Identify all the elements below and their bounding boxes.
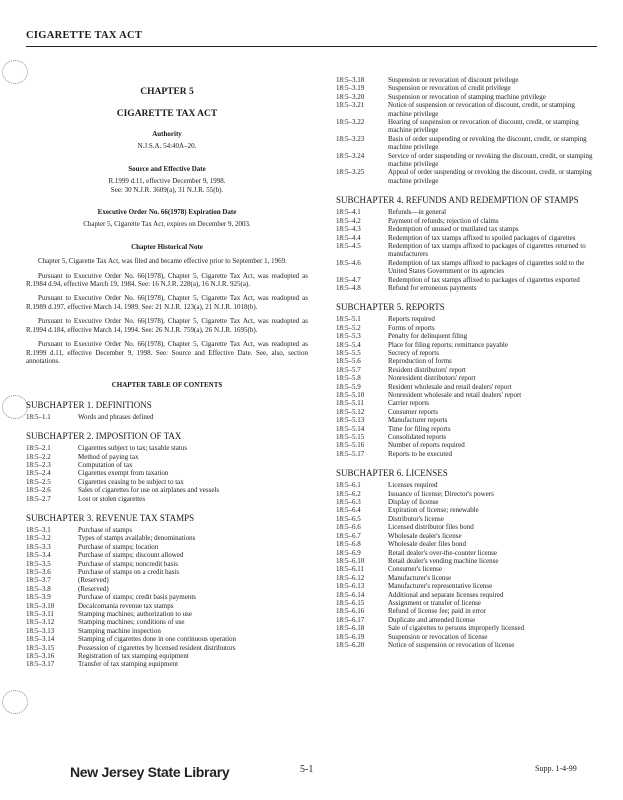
section-title: Refund of license fee; paid in error xyxy=(388,607,486,616)
section-title: Purchase of stamps; location xyxy=(78,542,159,551)
toc-entry xyxy=(26,593,308,601)
section-number: 18:5–3.12 xyxy=(26,618,55,627)
eo-heading: Executive Order No. 66(1978) Expiration Date xyxy=(97,208,237,217)
section-number: 18:5–5.5 xyxy=(336,348,361,357)
toc-entry xyxy=(336,225,598,233)
toc-entry xyxy=(336,101,598,118)
section-number: 18:5–3.8 xyxy=(26,584,51,593)
section-title: (Reserved) xyxy=(78,576,109,585)
section-title: Consolidated reports xyxy=(388,433,447,442)
section-title: (Reserved) xyxy=(78,584,109,593)
toc-entry xyxy=(336,408,598,416)
eo-text: Chapter 5, Cigarette Tax Act, expires on December 9, 2003. xyxy=(83,220,251,229)
section-number: 18:5–6.9 xyxy=(336,548,361,557)
section-number: 18:5–5.7 xyxy=(336,365,361,374)
toc-entry xyxy=(336,582,598,590)
section-title: Stamping machines; conditions of use xyxy=(78,618,185,627)
toc-entry xyxy=(336,168,598,185)
source-line: R.1999 d.11, effective December 9, 1998. xyxy=(108,177,226,186)
section-title: Notice of suspension or revocation of license xyxy=(388,640,515,649)
section-number: 18:5–4.1 xyxy=(336,208,361,217)
section-title: Notice of suspension or revocation of discount, credit, or stamping machine privilege xyxy=(388,101,575,118)
right-column xyxy=(336,76,598,649)
section-title: Suspension or revocation of credit privilege xyxy=(388,84,511,93)
section-title: Reports to be executed xyxy=(388,449,452,458)
section-title: Forms of reports xyxy=(388,323,435,332)
section-title: Cigarettes subject to tax; taxable status xyxy=(78,444,188,453)
toc-entry xyxy=(336,208,598,216)
toc-entry xyxy=(336,234,598,242)
toc-entry xyxy=(26,660,308,668)
section-title: Lost or stolen cigarettes xyxy=(78,494,146,503)
section-title: Manufacturer's license xyxy=(388,573,452,582)
section-title: Manufacturer's representative license xyxy=(388,582,493,591)
section-title: Secrecy of reports xyxy=(388,348,439,357)
history-paragraph: Pursuant to Executive Order No. 66(1978), Chapter 5, Cigarette Tax Act, was readopted as R.1989 d.197, effective March 14, 1989. See: 21 N.J.R. 123(a), 21 N.J.R. 1018(b). xyxy=(26,294,308,311)
toc-entry xyxy=(336,284,598,292)
toc-entry xyxy=(336,425,598,433)
section-number: 18:5–3.18 xyxy=(336,76,365,84)
section-title: Registration of tax stamping equipment xyxy=(78,652,189,661)
chapter-title: CIGARETTE TAX ACT xyxy=(116,109,218,119)
section-number: 18:5–5.8 xyxy=(336,374,361,383)
section-number: 18:5–5.4 xyxy=(336,340,361,349)
toc-entry xyxy=(336,383,598,391)
section-number: 18:5–6.11 xyxy=(336,565,364,574)
section-title: Display of license xyxy=(388,498,439,507)
section-title: Reports required xyxy=(388,315,435,324)
section-number: 18:5–4.4 xyxy=(336,233,361,242)
section-number: 18:5–6.6 xyxy=(336,523,361,532)
section-number: 18:5–2.2 xyxy=(26,452,51,461)
section-title: Stamping machines; authorization to use xyxy=(78,610,192,619)
section-title: Decalcomania revenue tax stamps xyxy=(78,601,174,610)
section-number: 18:5–2.4 xyxy=(26,469,51,478)
section-number: 18:5–6.5 xyxy=(336,514,361,523)
toc-entry xyxy=(336,315,598,323)
section-number: 18:5–6.19 xyxy=(336,632,365,641)
section-number: 18:5–6.8 xyxy=(336,540,361,549)
section-title: Suspension or revocation of stamping machine privilege xyxy=(388,92,546,101)
section-number: 18:5–5.9 xyxy=(336,382,361,391)
section-number: 18:5–1.1 xyxy=(26,412,51,421)
history-heading: Chapter Historical Note xyxy=(131,242,203,251)
toc-entry xyxy=(336,152,598,169)
section-title: Resident distributors' report xyxy=(388,365,466,374)
section-number: 18:5–5.12 xyxy=(336,407,365,416)
section-title: Purchase of stamps xyxy=(78,525,133,534)
section-title: Licensed distributor files bond xyxy=(388,523,474,532)
toc-entry xyxy=(336,624,598,632)
toc-entry xyxy=(26,444,308,452)
section-title: Stamping of cigarettes done in one continuous operation xyxy=(78,635,237,644)
toc-entry xyxy=(336,565,598,573)
section-title: Payment of refunds; rejection of claims xyxy=(388,216,499,225)
section-number: 18:5–6.16 xyxy=(336,607,365,616)
history-paragraphs xyxy=(26,257,308,365)
section-number: 18:5–6.17 xyxy=(336,615,365,624)
toc-entry xyxy=(336,324,598,332)
supplement-date: Supp. 1-4-99 xyxy=(535,764,577,773)
section-number: 18:5–4.2 xyxy=(336,216,361,225)
section-title: Resident wholesale and retail dealers' report xyxy=(388,382,512,391)
section-number: 18:5–6.2 xyxy=(336,489,361,498)
section-title: Penalty for delinquent filing xyxy=(388,332,468,341)
toc-heading: CHAPTER TABLE OF CONTENTS xyxy=(111,381,223,390)
toc-entry xyxy=(26,644,308,652)
section-title: Suspension or revocation of discount privilege xyxy=(388,76,519,84)
section-title: Redemption of tax stamps affixed to spoiled packages of cigarettes xyxy=(388,233,576,242)
toc-entry xyxy=(26,560,308,568)
section-title: Refunds—in general xyxy=(388,208,447,217)
section-number: 18:5–3.6 xyxy=(26,568,51,576)
section-number: 18:5–5.2 xyxy=(336,323,361,332)
section-title: Expiration of license; renewable xyxy=(388,506,479,515)
toc-entry xyxy=(336,523,598,531)
toc-entry xyxy=(26,486,308,494)
source-heading: Source and Effective Date xyxy=(128,164,206,173)
toc-entry xyxy=(336,441,598,449)
section-title: Assignment or transfer of license xyxy=(388,598,481,607)
section-number: 18:5–2.3 xyxy=(26,460,51,469)
section-title: Distributor's license xyxy=(388,514,444,523)
section-number: 18:5–6.10 xyxy=(336,556,365,565)
section-title: Wholesale dealer files bond xyxy=(388,540,466,549)
toc-entry xyxy=(336,341,598,349)
toc-entry xyxy=(336,433,598,441)
right-subchapters xyxy=(336,195,598,649)
section-title: Retail dealer's vending machine license xyxy=(388,556,499,565)
section-number: 18:5–5.3 xyxy=(336,332,361,341)
section-number: 18:5–3.11 xyxy=(26,610,54,619)
binder-hole-ring xyxy=(2,395,28,419)
toc-entry xyxy=(26,618,308,626)
section-title: Service of order suspending or revoking the discount, credit, or stamping machine privilege xyxy=(388,151,593,169)
section-title: Basis of order suspending or revoking the discount, credit, or stamping machine privilege xyxy=(388,134,587,152)
section-number: 18:5–3.4 xyxy=(26,551,51,560)
toc-entry xyxy=(336,391,598,399)
section-title: Suspension or revocation of license xyxy=(388,632,488,641)
section-number: 18:5–3.7 xyxy=(26,576,51,585)
section-number: 18:5–5.17 xyxy=(336,449,365,458)
toc-entry xyxy=(26,495,308,503)
section-title: Redemption of tax stamps affixed to packages of cigarettes sold to the United States Government or its agencies xyxy=(388,258,585,276)
section-title: Additional and separate licenses required xyxy=(388,590,504,599)
toc-entry xyxy=(336,242,598,259)
toc-entry xyxy=(336,399,598,407)
toc-entry xyxy=(336,349,598,357)
section-number: 18:5–3.5 xyxy=(26,559,51,568)
section-number: 18:5–3.20 xyxy=(336,92,365,101)
section-number: 18:5–2.1 xyxy=(26,444,51,453)
toc-entry xyxy=(336,591,598,599)
section-number: 18:5–3.17 xyxy=(26,660,55,669)
section-number: 18:5–3.24 xyxy=(336,151,365,160)
section-title: Licenses required xyxy=(388,481,438,490)
section-number: 18:5–2.7 xyxy=(26,494,51,503)
toc-entry xyxy=(26,526,308,534)
section-title: Number of reports required xyxy=(388,441,465,450)
section-title: Wholesale dealer's license xyxy=(388,531,462,540)
section-title: Reproduction of forms xyxy=(388,357,452,366)
section-number: 18:5–3.9 xyxy=(26,593,51,602)
section-number: 18:5–3.21 xyxy=(336,101,365,110)
authority-heading: Authority xyxy=(152,130,182,138)
section-title: Hearing of suspension or revocation of discount, credit, or stamping machine privilege xyxy=(388,118,579,135)
toc-entry xyxy=(336,481,598,489)
toc-entry xyxy=(336,633,598,641)
binder-hole-ring xyxy=(2,60,28,84)
section-number: 18:5–6.7 xyxy=(336,531,361,540)
toc-entry xyxy=(336,498,598,506)
toc-entry xyxy=(336,135,598,152)
section-number: 18:5–3.1 xyxy=(26,525,51,534)
binder-hole-ring xyxy=(2,690,28,714)
toc-entry xyxy=(26,585,308,593)
running-header xyxy=(26,30,597,47)
toc-entry xyxy=(336,490,598,498)
subchapter-heading: SUBCHAPTER 6. LICENSES xyxy=(336,468,448,479)
section-title: Refund for erroneous payments xyxy=(388,283,477,292)
section-number: 18:5–5.6 xyxy=(336,357,361,366)
toc-entry xyxy=(336,574,598,582)
section-title: Duplicate and amended license xyxy=(388,615,476,624)
section-number: 18:5–5.13 xyxy=(336,416,365,425)
section-title: Manufacturer reports xyxy=(388,416,448,425)
toc-entry xyxy=(336,366,598,374)
section-number: 18:5–6.15 xyxy=(336,598,365,607)
authority-text: N.J.S.A. 54:40A–20. xyxy=(137,142,197,151)
section-title: Redemption of tax stamps affixed to packages of cigarettes returned to manufacturers xyxy=(388,241,586,259)
toc-entry xyxy=(26,635,308,643)
subchapter-heading: SUBCHAPTER 1. DEFINITIONS xyxy=(26,399,152,410)
section-number: 18:5–4.3 xyxy=(336,225,361,234)
left-column xyxy=(26,76,308,669)
toc-entry xyxy=(26,610,308,618)
section-number: 18:5–2.5 xyxy=(26,477,51,486)
section-number: 18:5–4.7 xyxy=(336,275,361,284)
toc-entry xyxy=(26,534,308,542)
section-title: Words and phrases defined xyxy=(78,412,154,421)
section-number: 18:5–4.5 xyxy=(336,241,361,250)
section-title: Purchase of stamps; discount allowed xyxy=(78,551,184,560)
section-title: Nonresident distributors' report xyxy=(388,374,476,383)
toc-entry xyxy=(26,652,308,660)
section-number: 18:5–6.1 xyxy=(336,481,361,490)
section-title: Possession of cigarettes by licensed resident distributors xyxy=(78,643,236,652)
history-paragraph: Chapter 5, Cigarette Tax Act, was filed and became effective prior to September 1, 1969. xyxy=(38,257,287,266)
section-number: 18:5–3.23 xyxy=(336,134,365,143)
toc-entry xyxy=(336,276,598,284)
toc-entry xyxy=(336,332,598,340)
toc-entry xyxy=(336,450,598,458)
toc-entry xyxy=(336,549,598,557)
section-number: 18:5–6.14 xyxy=(336,590,365,599)
section-number: 18:5–3.10 xyxy=(26,601,55,610)
toc-entry xyxy=(26,543,308,551)
section-title: Stamping machine inspection xyxy=(78,626,161,635)
toc-entry xyxy=(336,76,598,84)
toc-entry xyxy=(336,599,598,607)
section-number: 18:5–2.6 xyxy=(26,486,51,495)
history-paragraph: Pursuant to Executive Order No. 66(1978), Chapter 5, Cigarette Tax Act, was readopted as R.1984 d.94, effective March 19, 1984. See: 16 N.J.R. 228(a), 16 N.J.R. 925(a). xyxy=(26,271,308,289)
section-number: 18:5–6.18 xyxy=(336,624,365,633)
toc-entry xyxy=(336,532,598,540)
toc-entry xyxy=(336,357,598,365)
section-title: Carrier reports xyxy=(388,399,430,408)
source-line: See: 30 N.J.R. 3609(a), 31 N.J.R. 55(b). xyxy=(110,185,224,194)
section-title: Redemption of tax stamps affixed to packages of cigarettes exported xyxy=(388,275,580,284)
section-number: 18:5–3.22 xyxy=(336,118,365,127)
toc-entry xyxy=(336,641,598,649)
section-number: 18:5–3.15 xyxy=(26,643,55,652)
section-title: Nonresident wholesale and retail dealers' report xyxy=(388,391,522,399)
section-title: Purchase of stamps; credit basis payments xyxy=(78,593,197,602)
history-paragraph: Pursuant to Executive Order No. 66(1978), Chapter 5, Cigarette Tax Act, was readopted as R.1999 d.11, effective December 9, 1998. See: Source and Effective Date. See, also, section annotations. xyxy=(26,340,308,365)
section-title: Computation of tax xyxy=(78,460,133,469)
section-number: 18:5–4.8 xyxy=(336,283,361,292)
section-number: 18:5–3.3 xyxy=(26,542,51,551)
section-title: Cigarettes exempt from taxation xyxy=(78,469,169,478)
source-lines xyxy=(26,177,308,194)
toc-entry xyxy=(26,469,308,477)
subchapter-heading: SUBCHAPTER 4. REFUNDS AND REDEMPTION OF STAMPS xyxy=(336,195,579,206)
section-number: 18:5–3.14 xyxy=(26,635,55,644)
toc-entry xyxy=(26,551,308,559)
toc-entry xyxy=(336,374,598,382)
section-number: 18:5–6.3 xyxy=(336,498,361,507)
section-number: 18:5–5.11 xyxy=(336,399,364,408)
running-title: CIGARETTE TAX ACT xyxy=(26,30,143,41)
section-title: Appeal of order suspending or revoking the discount, credit, or stamping machine privilege xyxy=(388,168,592,185)
section-title: Purchase of stamps on a credit basis xyxy=(78,568,180,576)
section-number: 18:5–5.16 xyxy=(336,441,365,450)
page-number: 5-1 xyxy=(300,764,314,775)
toc-entry xyxy=(336,616,598,624)
section-title: Method of paying tax xyxy=(78,452,139,461)
toc-entry xyxy=(336,84,598,92)
subchapter-heading: SUBCHAPTER 5. REPORTS xyxy=(336,302,445,313)
toc-entry xyxy=(336,540,598,548)
section-number: 18:5–3.16 xyxy=(26,652,55,661)
section-title: Types of stamps available; denominations xyxy=(78,534,196,543)
section-title: Consumer reports xyxy=(388,407,438,416)
toc-entry xyxy=(336,217,598,225)
section-number: 18:5–6.20 xyxy=(336,640,365,649)
toc-entry xyxy=(336,259,598,276)
section-title: Transfer of tax stamping equipment xyxy=(78,660,179,669)
toc-entry xyxy=(26,461,308,469)
subchapter-heading: SUBCHAPTER 2. IMPOSITION OF TAX xyxy=(26,431,182,442)
toc-entry xyxy=(336,557,598,565)
left-subchapters xyxy=(26,400,308,669)
toc-entry xyxy=(26,576,308,584)
chapter-number: CHAPTER 5 xyxy=(140,87,194,97)
toc-entry xyxy=(336,118,598,135)
section-number: 18:5–5.14 xyxy=(336,424,365,433)
section-number: 18:5–6.4 xyxy=(336,506,361,515)
section-number: 18:5–5.15 xyxy=(336,433,365,442)
section-number: 18:5–4.6 xyxy=(336,258,361,267)
section-title: Place for filing reports; remittance payable xyxy=(388,340,508,349)
library-stamp: New Jersey State Library xyxy=(70,764,230,780)
section-number: 18:5–6.13 xyxy=(336,582,365,591)
section-number: 18:5–3.25 xyxy=(336,168,365,177)
section-number: 18:5–3.19 xyxy=(336,84,365,93)
section-number: 18:5–6.12 xyxy=(336,573,365,582)
toc-entry xyxy=(26,568,308,576)
section-number: 18:5–5.1 xyxy=(336,315,361,324)
section-title: Sale of cigarettes to persons improperly licensed xyxy=(388,624,525,633)
toc-entry xyxy=(26,602,308,610)
continued-section-list xyxy=(336,76,598,185)
toc-entry xyxy=(26,413,308,421)
section-title: Purchase of stamps; noncredit basis xyxy=(78,559,178,568)
toc-entry xyxy=(336,506,598,514)
section-title: Retail dealer's over-the-counter license xyxy=(388,548,497,557)
subchapter-heading: SUBCHAPTER 3. REVENUE TAX STAMPS xyxy=(26,512,195,523)
section-number: 18:5–5.10 xyxy=(336,391,365,399)
toc-entry xyxy=(26,453,308,461)
toc-entry xyxy=(336,607,598,615)
toc-entry xyxy=(336,93,598,101)
toc-entry xyxy=(336,416,598,424)
toc-entry xyxy=(26,478,308,486)
history-paragraph: Pursuant to Executive Order No. 66(1978), Chapter 5, Cigarette Tax Act, was readopted as R.1994 d.184, effective March 14, 1994. See: 26 N.J.R. 759(a), 26 N.J.R. 1695(b). xyxy=(26,317,308,334)
toc-entry xyxy=(336,515,598,523)
section-title: Issuance of license; Director's powers xyxy=(388,489,494,498)
section-title: Cigarettes ceasing to be subject to tax xyxy=(78,477,184,486)
toc-entry xyxy=(26,627,308,635)
section-title: Time for filing reports xyxy=(388,424,451,433)
section-number: 18:5–3.2 xyxy=(26,534,51,543)
section-number: 18:5–3.13 xyxy=(26,626,55,635)
section-title: Sales of cigarettes for use on airplanes and vessels xyxy=(78,486,220,495)
section-title: Consumer's license xyxy=(388,565,442,574)
section-title: Redemption of unused or mutilated tax stamps xyxy=(388,225,519,234)
